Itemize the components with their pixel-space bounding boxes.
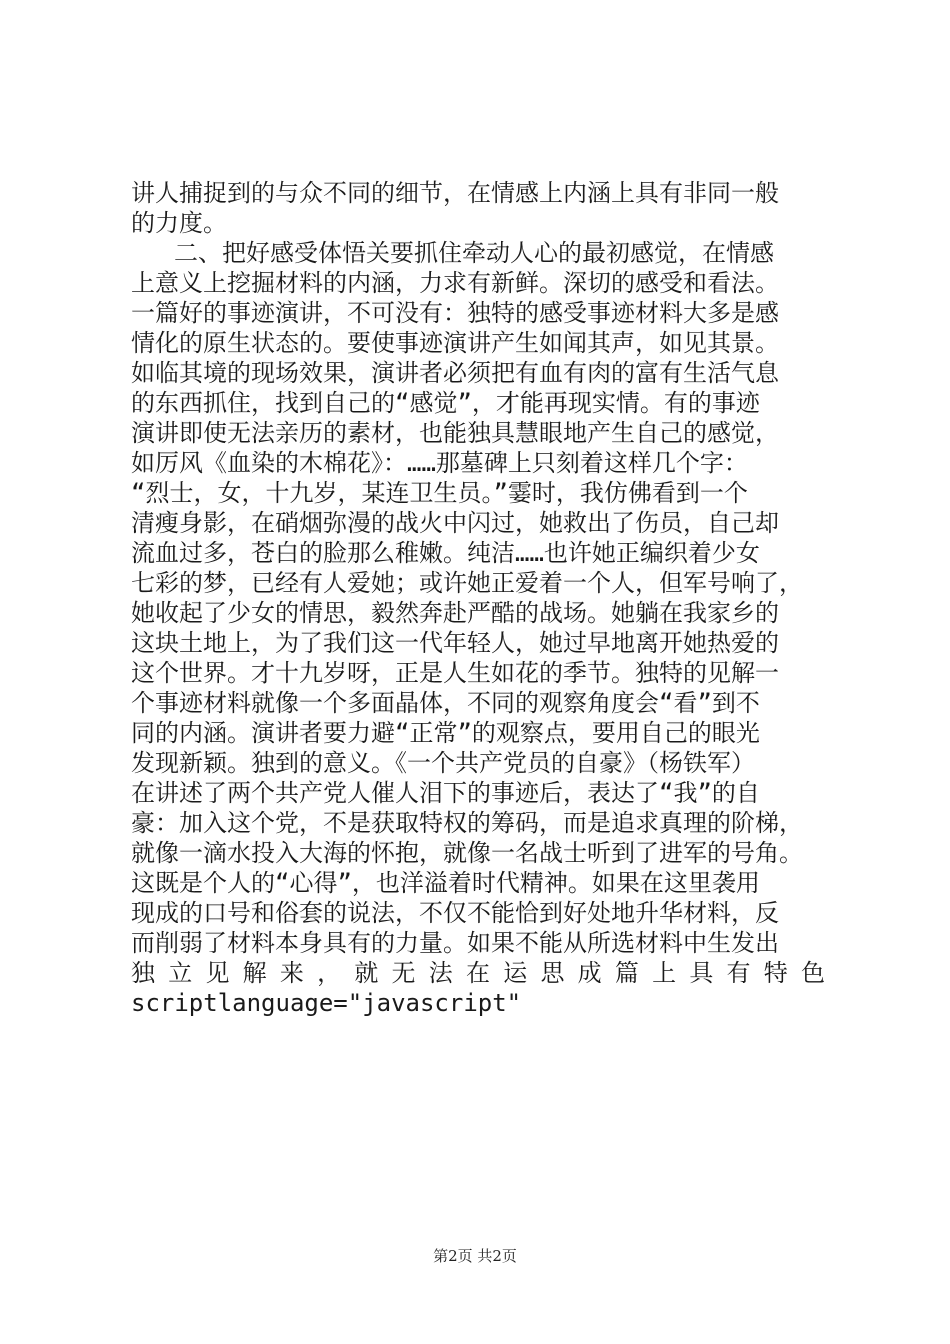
text-line: 这既是个人的“心得”，也洋溢着时代精神。如果在这里袭用: [131, 869, 760, 897]
text-line: 同的内涵。演讲者要力避“正常”的观察点，要用自己的眼光: [131, 719, 760, 747]
text-line: 的力度。: [131, 209, 227, 237]
text-line: “烈士，女，十九岁，某连卫生员。”霎时，我仿佛看到一个: [131, 479, 748, 507]
text-line: 演讲即使无法亲历的素材，也能独具慧眼地产生自己的感觉，: [131, 419, 779, 447]
text-line: 现成的口号和俗套的说法，不仅不能恰到好处地升华材料，反: [131, 899, 779, 927]
text-line: 个事迹材料就像一个多面晶体，不同的观察角度会“看”到不: [131, 689, 760, 717]
text-line: 她收起了少女的情思，毅然奔赴严酷的战场。她躺在我家乡的: [131, 599, 779, 627]
text-line: 豪：加入这个党，不是获取特权的筹码，而是追求真理的阶梯，: [131, 809, 803, 837]
text-line: 流血过多，苍白的脸那么稚嫩。纯洁……也许她正编织着少女: [131, 539, 760, 567]
text-line: 这个世界。才十九岁呀，正是人生如花的季节。独特的见解一: [131, 659, 779, 687]
text-line: 讲人捕捉到的与众不同的细节，在情感上内涵上具有非同一般: [131, 179, 779, 207]
paragraph-start-line: 二、把好感受体悟关要抓住牵动人心的最初感觉，在情感: [174, 239, 774, 267]
text-line: 发现新颖。独到的意义。《一个共产党员的自豪》（杨铁军）: [131, 749, 755, 777]
text-line: 如临其境的现场效果，演讲者必须把有血有肉的富有生活气息: [131, 359, 779, 387]
text-line: scriptlanguage="javascript": [131, 989, 522, 1017]
text-line: 这块土地上，为了我们这一代年轻人，她过早地离开她热爱的: [131, 629, 779, 657]
text-line: 清瘦身影，在硝烟弥漫的战火中闪过，她救出了伤员，自己却: [131, 509, 779, 537]
text-line: 而削弱了材料本身具有的力量。如果不能从所选材料中生发出: [131, 929, 779, 957]
text-line: 一篇好的事迹演讲，不可没有：独特的感受事迹材料大多是感: [131, 299, 779, 327]
text-line: 在讲述了两个共产党人催人泪下的事迹后，表达了“我”的自: [131, 779, 760, 807]
text-line: 的东西抓住，找到自己的“感觉”，才能再现实情。有的事迹: [131, 389, 760, 417]
text-line: 就像一滴水投入大海的怀抱，就像一名战士听到了进军的号角。: [131, 839, 803, 867]
text-line: 七彩的梦，已经有人爱她；或许她正爱着一个人，但军号响了，: [131, 569, 803, 597]
page-number-footer: 第2页 共2页: [433, 1247, 517, 1265]
text-line: 如厉风《血染的木棉花》：……那墓碑上只刻着这样几个字：: [131, 449, 748, 477]
text-line: 独立见解来，就无法在运思成篇上具有特色: [131, 959, 831, 987]
text-line: 情化的原生状态的。要使事迹演讲产生如闻其声，如见其景。: [131, 329, 779, 357]
text-line: 上意义上挖掘材料的内涵，力求有新鲜。深切的感受和看法。: [131, 269, 779, 297]
